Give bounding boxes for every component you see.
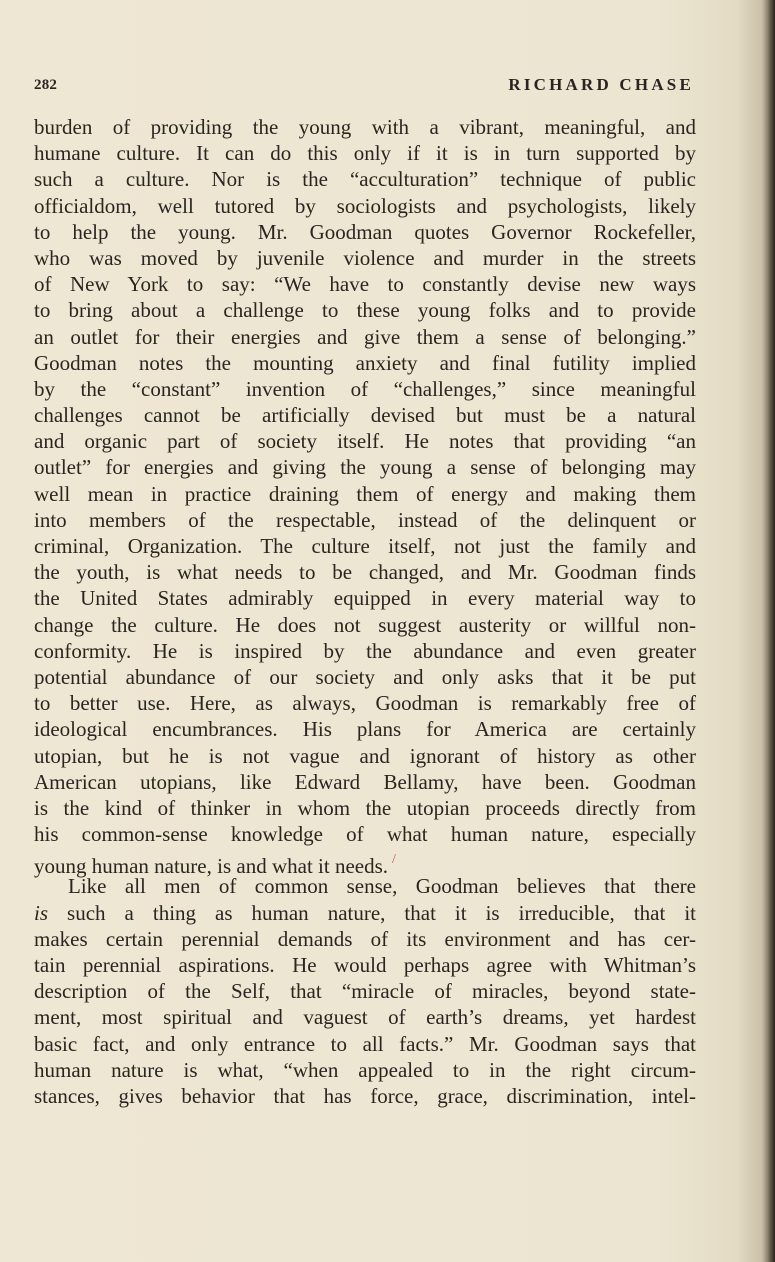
text-line: description of the Self, that “miracle of miracles, beyond state- xyxy=(34,979,696,1004)
text-line: tain perennial aspirations. He would perhaps agree with Whitman’s xyxy=(34,953,696,977)
text-line: makes certain perennial demands of its environment and has cer- xyxy=(34,926,696,951)
text-line: and organic part of society itself. He notes that providing “an xyxy=(34,429,696,454)
text-line: Goodman notes the mounting anxiety and final futility implied xyxy=(34,350,696,375)
text-fragment: such a thing as human nature, that it is irreducible, that it xyxy=(48,900,696,925)
text-line: who was moved by juvenile violence and murder in the streets xyxy=(34,245,696,270)
text-line: into members of the respectable, instead of the delinquent or xyxy=(34,507,696,532)
text-line: to better use. Here, as always, Goodman is remarkably free of xyxy=(34,691,696,716)
paragraph-1 xyxy=(34,114,696,879)
text-line: an outlet for their energies and give them a sense of belonging.” xyxy=(34,324,696,349)
text-line: of New York to say: “We have to constantly devise new ways xyxy=(34,272,696,297)
text-line: humane culture. It can do this only if it is in turn supported by xyxy=(34,141,696,166)
margin-mark: / xyxy=(392,852,396,868)
text-fragment: young human nature, is and what it needs. xyxy=(34,854,389,879)
text-line: is the kind of thinker in whom the utopian proceeds directly from xyxy=(34,795,696,820)
text-line: burden of providing the young with a vibrant, meaningful, and xyxy=(34,115,696,139)
text-line: human nature is what, “when appealed to in the right circum- xyxy=(34,1057,696,1082)
text-line: the youth, is what needs to be changed, and Mr. Goodman finds xyxy=(34,560,696,585)
running-head-author: RICHARD CHASE xyxy=(508,75,694,94)
page-binding-shadow xyxy=(761,0,775,1262)
text-line: ideological encumbrances. His plans for America are certainly xyxy=(34,717,696,742)
italic-word: is xyxy=(34,900,49,925)
text-line: American utopians, like Edward Bellamy, have been. Goodman xyxy=(34,769,696,794)
body-text xyxy=(34,114,696,1109)
text-line: the United States admirably equipped in every material way to xyxy=(34,586,696,611)
text-line: conformity. He is inspired by the abundance and even greater xyxy=(34,638,696,663)
text-line: well mean in practice draining them of energy and making them xyxy=(34,481,696,506)
text-line: to bring about a challenge to these young folks and to provide xyxy=(34,298,696,323)
text-line: stances, gives behavior that has force, grace, discrimination, intel- xyxy=(34,1083,696,1108)
text-line: ment, most spiritual and vaguest of earth’s dreams, yet hardest xyxy=(34,1005,696,1030)
text-line: Like all men of common sense, Goodman believes that there xyxy=(68,874,696,899)
text-line: to help the young. Mr. Goodman quotes Governor Rockefeller, xyxy=(34,219,696,244)
text-line xyxy=(34,900,696,926)
paragraph-2-lines xyxy=(34,926,696,1109)
page-number: 282 xyxy=(34,77,58,93)
text-line: his common-sense knowledge of what human nature, especially xyxy=(34,822,696,847)
text-line: change the culture. He does not suggest austerity or willful non- xyxy=(34,612,696,637)
text-line: such a culture. Nor is the “acculturation” technique of public xyxy=(34,167,696,192)
running-head xyxy=(34,75,694,99)
text-line: outlet” for energies and giving the young a sense of belonging may xyxy=(34,455,696,480)
text-line: criminal, Organization. The culture itself, not just the family and xyxy=(34,534,696,558)
text-line xyxy=(34,847,696,879)
text-line: officialdom, well tutored by sociologists and psychologists, likely xyxy=(34,193,696,218)
text-line: potential abundance of our society and only asks that it be put xyxy=(34,664,696,689)
paragraph-2 xyxy=(34,873,696,1109)
text-line: challenges cannot be artificially devised but must be a natural xyxy=(34,403,696,428)
text-line: basic fact, and only entrance to all facts.” Mr. Goodman says that xyxy=(34,1031,696,1056)
text-line: utopian, but he is not vague and ignorant of history as other xyxy=(34,743,696,768)
text-line: by the “constant” invention of “challenges,” since meaningful xyxy=(34,376,696,401)
